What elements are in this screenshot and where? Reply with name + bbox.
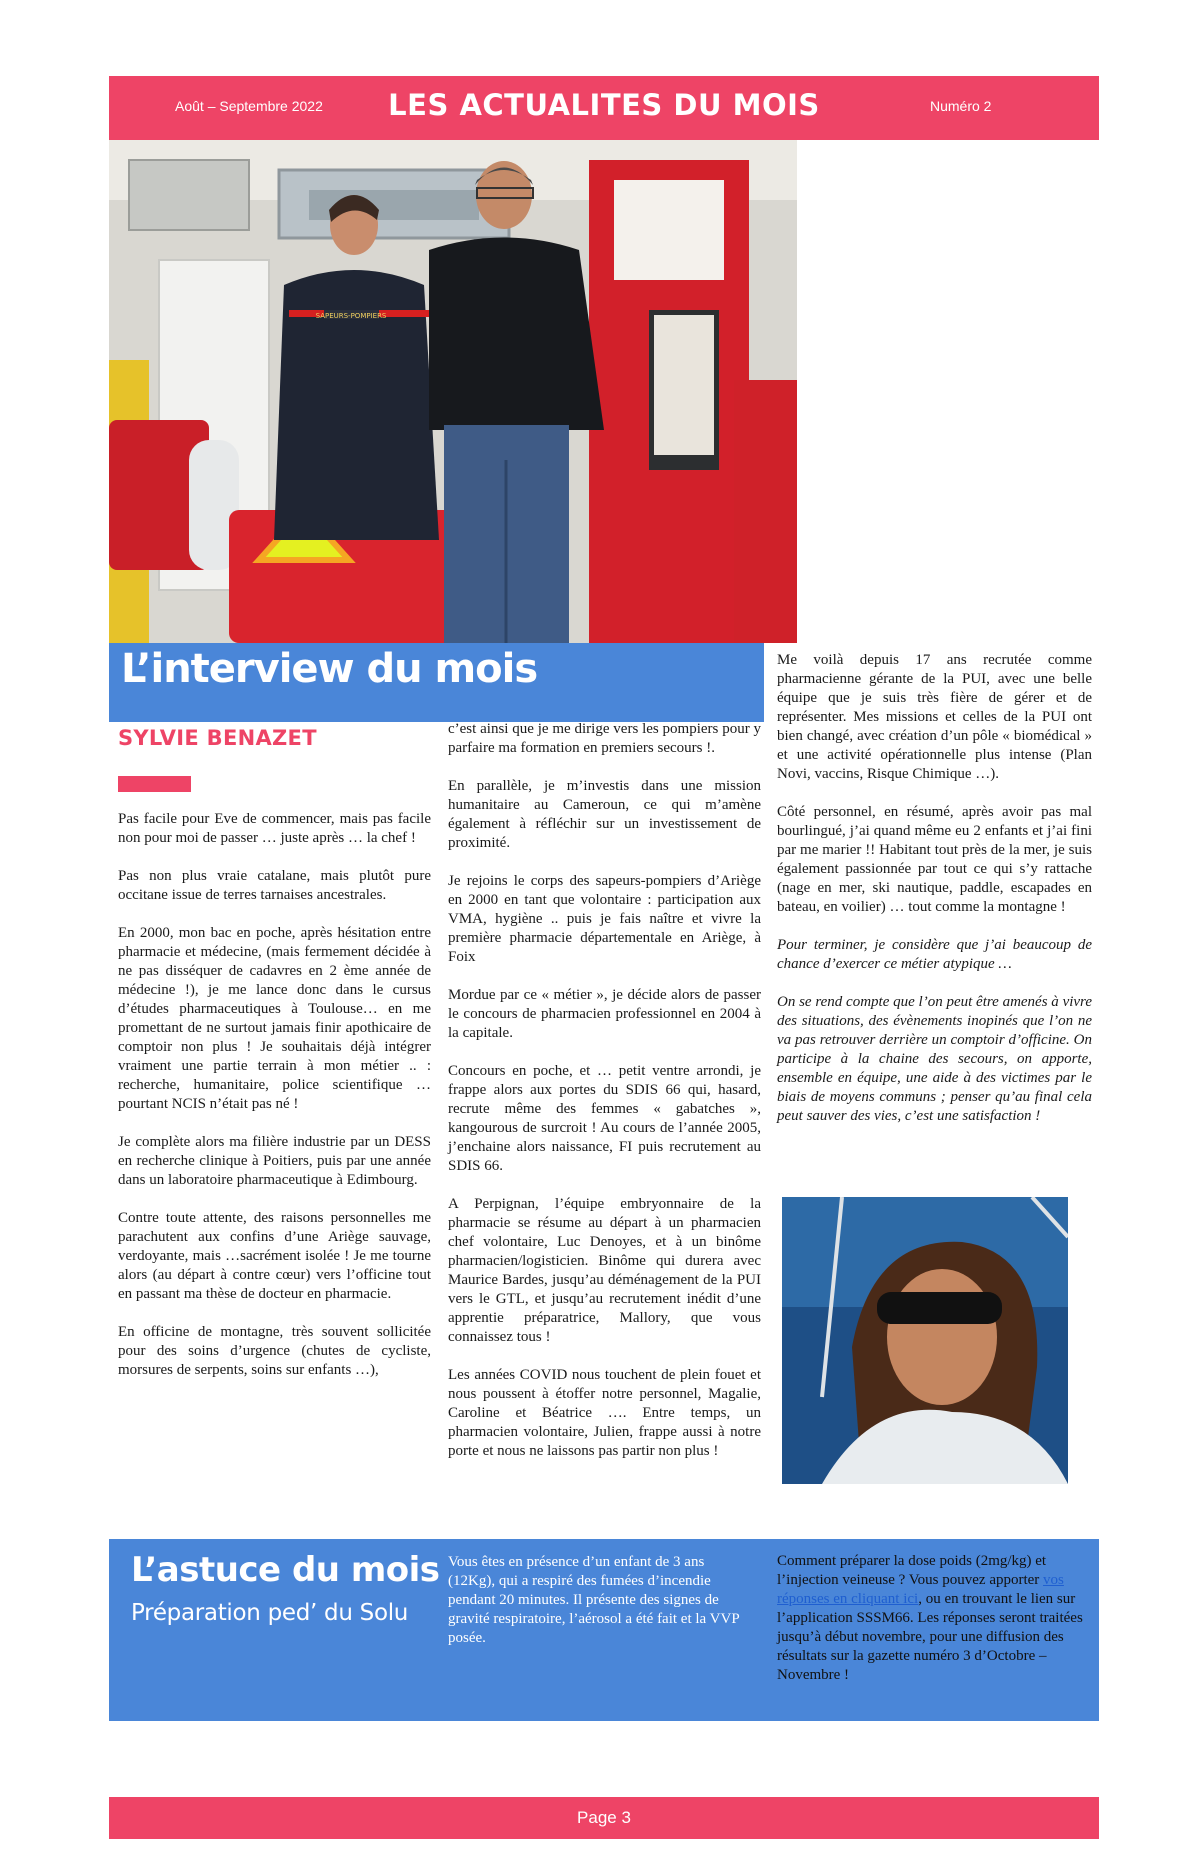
interviewee-name: SYLVIE BENAZET (118, 726, 317, 750)
article-column-1 (118, 810, 431, 1380)
italic-text: Pour terminer, je considère que j’ai beaucoup de chance d’exercer ce métier atypique … (777, 937, 1092, 972)
accent-bar (118, 776, 191, 792)
ambulance-photo-illustration (109, 140, 797, 643)
italic-text: On se rend compte que l’on peut être amenés à vivre des situations, des évènements inopinés que l’on ne va pas retrouver derrière un comptoir d’officine. On participe à la chaine des secours, on apporte, ensemble en équipe, une aide à des victimes par le biais de moyens communs ; penser qu’au final cela peut sauver des vies, c’est une satisfaction ! (777, 994, 1092, 1124)
paragraph: En officine de montagne, très souvent sollicitée pour des soins d’urgence (chutes de cycliste, morsures de serpents, soins sur enfants …), (118, 1324, 431, 1378)
interview-heading-band (109, 643, 764, 722)
paragraph: Les années COVID nous touchent de plein fouet et nous poussent à étoffer notre personnel, Magalie, Caroline et Béatrice …. Entre temps, un pharmacien volontaire, Julien, frappe aussi à notre porte et nous ne laissons pas partir non plus ! (448, 1367, 761, 1459)
paragraph: A Perpignan, l’équipe embryonnaire de la pharmacie se résume au départ à un pharmacien chef volontaire, Luc Denoyes, et à un binôme pharmacien/logisticien. Binôme qui durera avec Maurice Bardes, jusqu’au déménagement de la PUI vers le GTL, et jusqu’au recrutement inédit d’une apprentie préparatrice, Mallory, que vous connaissez tous ! (448, 1196, 761, 1345)
paragraph: En parallèle, je m’investis dans une mission humanitaire au Cameroun, ce qui m’amène également à réfléchir sur un investissement de proximité. (448, 778, 761, 851)
paragraph: Concours en poche, et … petit ventre arrondi, je frappe alors aux portes du SDIS 66 qui, hasard, recrute même des femmes « gabatches », kangourous de surcroit ! Au cours de l’année 2005, j’enchaine alors naissance, FI puis recrutement au SDIS 66. (448, 1063, 761, 1174)
tip-question-text: Comment préparer la dose poids (2mg/kg) et l’injection veineuse ? Vous pouvez apporter (777, 1553, 1047, 1588)
newsletter-title: LES ACTUALITES DU MOIS (388, 88, 820, 122)
page-number: Page 3 (577, 1808, 631, 1827)
portrait-photo (782, 1197, 1068, 1484)
tip-case-description: Vous êtes en présence d’un enfant de 3 ans (12Kg), qui a respiré des fumées d’incendie pendant 20 minutes. Il présente des signes de gravité respiratoire, l’aérosol a été fait et la VVP posée. (448, 1554, 740, 1646)
paragraph: Je complète alors ma filière industrie par un DESS en recherche clinique à Poitiers, puis par une année dans un laboratoire pharmaceutique à Edimbourg. (118, 1134, 431, 1188)
paragraph: Me voilà depuis 17 ans recrutée comme pharmacienne gérante de la PUI, avec une belle équipe que je suis très fière de gérer et de représenter. Mes missions et celles de la PUI ont bien changé, avec création d’un pôle « biomédical » et une activité opérationnelle plus intense (Plan Novi, vaccins, Risque Chimique …). (777, 652, 1092, 782)
tip-subtitle: Préparation ped’ du Solu (131, 1600, 409, 1626)
article-column-3 (777, 651, 1092, 1126)
paragraph: Pas facile pour Eve de commencer, mais pas facile non pour moi de passer … juste après … la chef ! (118, 811, 431, 846)
answers-link[interactable]: vos réponses en cliquant ici (777, 1572, 1064, 1607)
ambulance-photo (109, 140, 797, 643)
paragraph-italic (777, 936, 1092, 974)
tip-question-text: , ou en trouvant le lien sur l’application SSSM66. Les réponses seront traitées jusqu’à début novembre, pour une diffusion des résultats sur la gazette numéro 3 d’Octobre – Novembre ! (777, 1591, 1083, 1683)
paragraph: c’est ainsi que je me dirige vers les pompiers pour y parfaire ma formation en premiers secours !. (448, 721, 761, 756)
issue-number: Numéro 2 (930, 98, 992, 114)
paragraph: Côté personnel, en résumé, après avoir pas mal bourlingué, j’ai quand même eu 2 enfants et j’ai fini par me marier !! Habitant tout près de la mer, je suis également passionnée par tout ce qui s’y rattache (nage en mer, ski nautique, paddle, escapades en bateau, en voilier) … tout comme la montagne ! (777, 804, 1092, 915)
portrait-photo-illustration (782, 1197, 1068, 1484)
paragraph-italic (777, 993, 1092, 1126)
footer-band (109, 1797, 1099, 1839)
interview-heading: L’interview du mois (121, 646, 538, 692)
issue-date: Août – Septembre 2022 (175, 98, 323, 114)
paragraph: Je rejoins le corps des sapeurs-pompiers d’Ariège en 2000 en tant que volontaire : participation aux VMA, hygiène .. puis je fais naître et vivre la première pharmacie départementale en Ariège, à Foix (448, 873, 761, 965)
article-column-2 (448, 720, 761, 1461)
tip-question (777, 1552, 1092, 1685)
uniform-badge-text: SAPEURS-POMPIERS (315, 312, 387, 320)
tip-title: L’astuce du mois (131, 1550, 440, 1590)
paragraph: Mordue par ce « métier », je décide alors de passer le concours de pharmacien professionnel en 2004 à la capitale. (448, 987, 761, 1041)
header-band (109, 76, 1099, 140)
paragraph: Contre toute attente, des raisons personnelles me parachutent aux confins d’une Ariège sauvage, verdoyante, mais …sacrément isolée ! Je me tourne alors (au départ à contre cœur) vers l’officine tout en passant ma thèse de docteur en pharmacie. (118, 1210, 431, 1302)
paragraph: En 2000, mon bac en poche, après hésitation entre pharmacie et médecine, (mais fermement décidée à ne pas disséquer de cadavres en 2 ème année de médecine !), je me lance donc dans le cursus d’études pharmaceutiques à Toulouse… en me promettant de ne surtout jamais finir apothicaire de comptoir non plus ! Je souhaitais déjà intégrer vraiment une partie terrain à mon métier .. : recherche, humanitaire, police scientifique …pourtant NCIS n’était pas né ! (118, 925, 431, 1112)
paragraph: Pas non plus vraie catalane, mais plutôt pure occitane issue de terres tarnaises ancestrales. (118, 868, 431, 903)
